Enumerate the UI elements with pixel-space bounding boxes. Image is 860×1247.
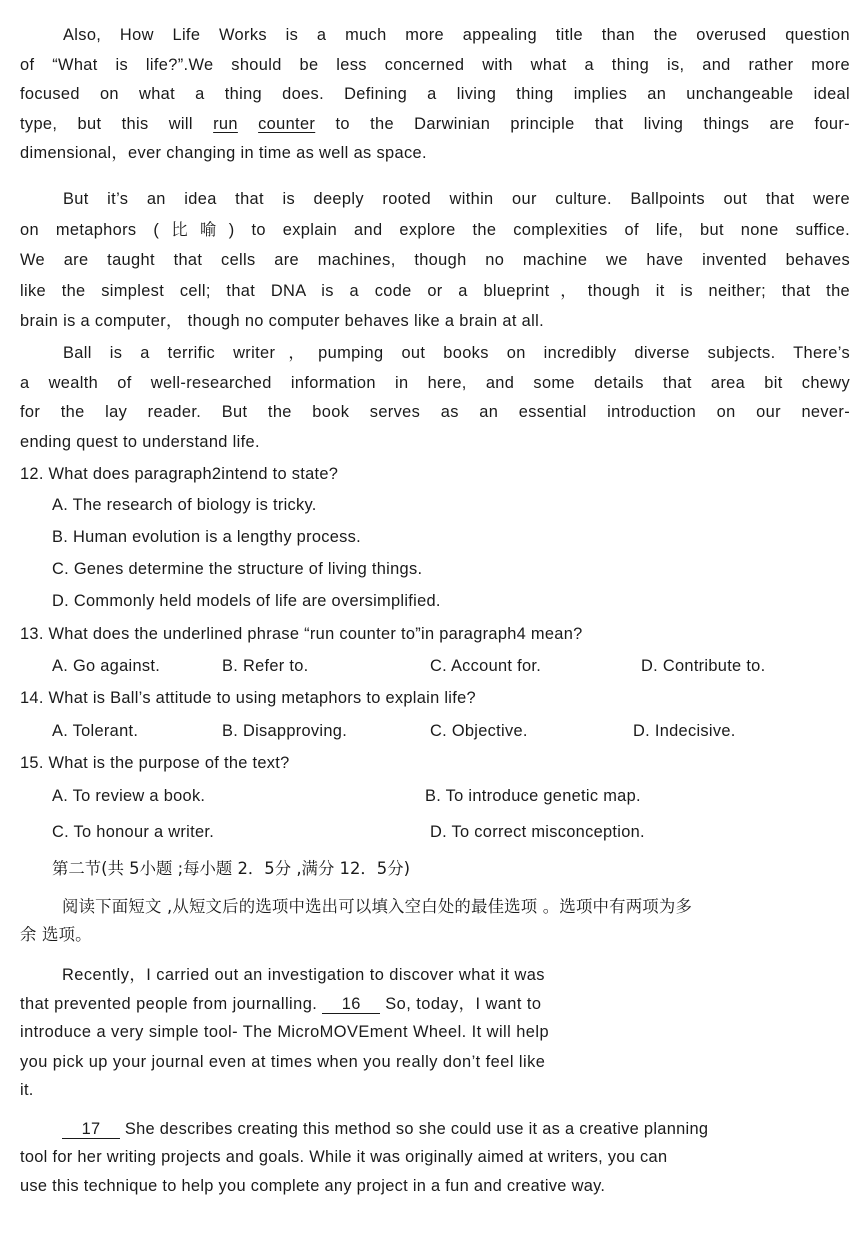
paragraph-2-line-2: on metaphors (比喻) to explain and explore the complexities of life, but none suffice. <box>20 220 850 239</box>
question-13-option-b[interactable]: B. Refer to. <box>222 657 309 675</box>
section-2-instruction-line-2: 余 选项。 <box>20 925 92 944</box>
question-13-option-c[interactable]: C. Account for. <box>430 657 542 675</box>
paragraph-1-line-5: dimensional，ever changing in time as well as space. <box>20 144 427 162</box>
passage-1-line-1: Recently，I carried out an investigation to discover what it was <box>62 966 545 984</box>
paragraph-1-line-2: of “What is life?”.We should be less concerned with what a thing is, and rather more <box>20 55 850 74</box>
paragraph-2 <box>20 184 850 337</box>
paragraph-3 <box>20 339 850 457</box>
question-15-option-b[interactable]: B. To introduce genetic map. <box>425 787 641 805</box>
question-12-option-a[interactable]: A. The research of biology is tricky. <box>52 496 317 514</box>
paragraph-3-line-3: for the lay reader. But the book serves as an essential introduction on our never- <box>20 403 850 421</box>
question-15-option-d[interactable]: D. To correct misconception. <box>430 823 645 841</box>
paragraph-1-line-1: Also, How Life Works is a much more appealing title than the overused question <box>63 26 850 44</box>
section-2-heading: 第二节(共 5小题 ;每小题 2．5分 ,满分 12．5分) <box>52 859 410 878</box>
paragraph-1-line-3: focused on what a thing does. Defining a living thing implies an unchangeable ideal <box>20 85 850 103</box>
paragraph-2-line-1: But it’s an idea that is deeply rooted within our culture. Ballpoints out that were <box>63 190 850 208</box>
passage-2-line-3: use this technique to help you complete any project in a fun and creative way. <box>20 1177 606 1195</box>
paragraph-1-line-4: type, but this will run counter to the Darwinian principle that living things are four- <box>20 114 850 133</box>
paragraph-3-line-4: ending quest to understand life. <box>20 432 260 451</box>
section-2-instruction-line-1: 阅读下面短文 ,从短文后的选项中选出可以填入空白处的最佳选项 。选项中有两项为多 <box>62 897 693 916</box>
question-13-stem: 13. What does the underlined phrase “run counter to”in paragraph4 mean? <box>20 625 583 643</box>
paragraph-3-line-1: Ball is a terrific writer，pumping out books on incredibly diverse subjects. There’s <box>63 344 850 362</box>
question-15-option-a[interactable]: A. To review a book. <box>52 787 206 805</box>
question-15-option-c[interactable]: C. To honour a writer. <box>52 823 215 841</box>
blank-16[interactable]: 16 <box>322 995 380 1014</box>
question-14-option-d[interactable]: D. Indecisive. <box>633 722 736 740</box>
paragraph-2-line-5: brain is a computer， though no computer behaves like a brain at all. <box>20 312 544 330</box>
passage-1-line-3: introduce a very simple tool- The MicroMOVEment Wheel. It will help <box>20 1023 550 1041</box>
paragraph-3-line-2: a wealth of well-researched information in here, and some details that area bit chewy <box>20 373 850 392</box>
blank-17[interactable]: 17 <box>62 1120 120 1139</box>
question-13-option-a[interactable]: A. Go against. <box>52 657 161 675</box>
passage-2-line-1: 17 She describes creating this method so she could use it as a creative planning <box>62 1118 708 1140</box>
question-12-option-c[interactable]: C. Genes determine the structure of living things. <box>52 560 423 578</box>
passage-1-line-2: that prevented people from journalling. 16 So, today，I want to <box>20 995 542 1013</box>
passage-1-line-4: you pick up your journal even at times when you really don’t feel like <box>20 1053 546 1071</box>
underlined-word-run: run <box>213 114 238 133</box>
paragraph-2-line-3: We are taught that cells are machines, though no machine we have invented behaves <box>20 251 850 269</box>
question-12-option-d[interactable]: D. Commonly held models of life are oversimplified. <box>52 592 441 610</box>
passage-2-line-2: tool for her writing projects and goals. While it was originally aimed at writers, you can <box>20 1148 668 1166</box>
question-14-option-a[interactable]: A. Tolerant. <box>52 722 139 740</box>
question-12-stem: 12. What does paragraph2intend to state? <box>20 465 339 483</box>
question-14-option-b[interactable]: B. Disapproving. <box>222 722 348 740</box>
underlined-word-counter: counter <box>258 114 316 133</box>
paragraph-1 <box>20 21 850 169</box>
question-13-option-d[interactable]: D. Contribute to. <box>641 657 766 675</box>
paragraph-2-line-4: like the simplest cell; that DNA is a code or a blueprint，though it is neither; that the <box>20 281 850 300</box>
passage-1-line-5: it. <box>20 1081 34 1099</box>
question-12-option-b[interactable]: B. Human evolution is a lengthy process. <box>52 528 362 546</box>
question-14-option-c[interactable]: C. Objective. <box>430 722 528 740</box>
question-15-stem: 15. What is the purpose of the text? <box>20 754 290 772</box>
question-14-stem: 14. What is Ball’s attitude to using metaphors to explain life? <box>20 689 476 707</box>
